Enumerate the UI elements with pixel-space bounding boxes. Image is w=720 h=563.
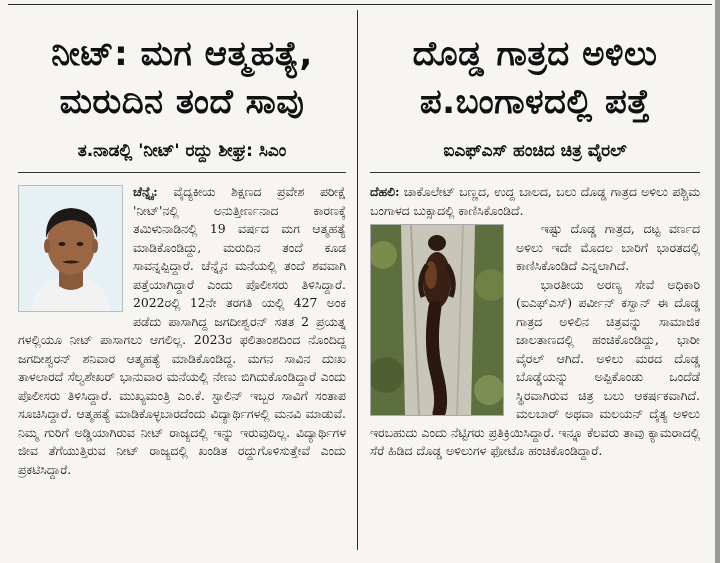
right-paragraph-1: ಚಾಕೊಲೇಟ್ ಬಣ್ಣದ, ಉದ್ದ ಬಾಲದ, ಬಲು ದೊಡ್ಡ ಗಾತ್ರದ ಅಳಿಲು ಪಶ್ಚಿಮ ಬಂಗಾಳದ ಬುಕ್ಸಾದಲ್ಲಿ ಕಾಣಿಸಿಕೊಂಡಿದೆ. bbox=[370, 184, 700, 218]
giant-squirrel-photo bbox=[370, 224, 504, 416]
right-article-intro bbox=[370, 183, 700, 220]
right-headline-line1: ದೊಡ್ಡ ಗಾತ್ರದ ಅಳಿಲು bbox=[412, 34, 658, 74]
right-paragraph-3: ಭಾರತೀಯ ಅರಣ್ಯ ಸೇವೆ ಅಧಿಕಾರಿ (ಐಎಫ್‌ಎಸ್) ಪರ್ವೀನ್ ಕಸ್ವಾನ್ ಈ ದೊಡ್ಡ ಗಾತ್ರದ ಅಳಿಲಿನ ಚಿತ್ರವನ್ನು ಸಾಮಾಜಿಕ ಜಾಲತಾಣದಲ್ಲಿ ಹಂಚಿಕೊಂಡಿದ್ದು, ಭಾರೀ ವೈರಲ್ ಆಗಿದೆ. ಅಳಿಲು ಮರದ ದೊಡ್ಡ ಬೊಡ್ಡೆಯನ್ನು ಅಪ್ಪಿಕೊಂಡು ಒಂದೆಡೆ ಸ್ಥಿರವಾಗಿರುವ ಚಿತ್ರ ಬಲು ಆಕರ್ಷಕವಾಗಿದೆ. ಮಲಬಾರ್ ಅಥವಾ ಮಲಯನ್ ದೈತ್ಯ ಅಳಿಲು ಇರಬಹುದು ಎಂದು ನೆಟ್ಟಿಗರು ಪ್ರತಿಕ್ರಿಯಿಸಿದ್ದಾರೆ. ಇನ್ನೂ ಕೆಲವರು ತಾವು ಕ್ಯಾಮರಾದಲ್ಲಿ ಸೆರೆ ಹಿಡಿದ ದೊಡ್ಡ ಅಳಿಲುಗಳ ಫೋಟೊ ಹಂಚಿಕೊಂಡಿದ್ದಾರೆ. bbox=[370, 276, 700, 458]
page-edge bbox=[715, 0, 720, 563]
left-headline-line1: ನೀಟ್: ಮಗ ಆತ್ಮಹತ್ಯೆ, bbox=[51, 34, 313, 74]
left-headline bbox=[18, 8, 346, 126]
right-subhead: ಐಎಫ್‌ಎಸ್ ಹಂಚಿದ ಚಿತ್ರ ವೈರಲ್ bbox=[370, 140, 700, 173]
right-headline-line2: ಪ.ಬಂಗಾಳದಲ್ಲಿ ಪತ್ತೆ bbox=[419, 82, 651, 122]
right-dateline: ದೆಹಲಿ: bbox=[370, 184, 400, 199]
column-divider bbox=[357, 10, 358, 550]
top-rule bbox=[8, 4, 712, 5]
left-dateline: ಚೆನ್ನೈ: bbox=[133, 184, 158, 199]
right-headline bbox=[370, 8, 700, 126]
left-subhead: ತ.ನಾಡಲ್ಲಿ 'ನೀಟ್' ರದ್ದು ಶೀಘ್ರ: ಸಿಎಂ bbox=[18, 140, 346, 173]
left-headline-line2: ಮರುದಿನ ತಂದೆ ಸಾವು bbox=[59, 82, 305, 122]
right-paragraph-2: ಇಷ್ಟು ದೊಡ್ಡ ಗಾತ್ರದ, ದಟ್ಟ ವರ್ಣದ ಅಳಿಲು ಇದೇ ಮೊದಲ ಬಾರಿಗೆ ಭಾರತದಲ್ಲಿ ಕಾಣಿಸಿಕೊಂಡಿದೆ ಎನ್ನಲಾಗಿದೆ. bbox=[516, 221, 700, 273]
left-article bbox=[18, 8, 346, 479]
student-portrait-photo bbox=[18, 185, 123, 312]
right-article bbox=[370, 8, 700, 461]
left-paragraph: ವೈದ್ಯಕೀಯ ಶಿಕ್ಷಣದ ಪ್ರವೇಶ ಪರೀಕ್ಷೆ 'ನೀಟ್'ನಲ್ಲಿ ಅನುತ್ತೀರ್ಣನಾದ ಕಾರಣಕ್ಕೆ ತಮಿಳುನಾಡಿನಲ್ಲಿ 19 ವರ್ಷದ ಮಗ ಆತ್ಮಹತ್ಯೆ ಮಾಡಿಕೊಂಡಿದ್ದು, ಮರುದಿನ ತಂದೆ ಕೂಡ ಸಾವನ್ನಪ್ಪಿದ್ದಾರೆ. ಚೆನ್ನೈನ ಮನೆಯಲ್ಲಿ ತಂದೆ ಶವವಾಗಿ ಪತ್ತೆಯಾಗಿದ್ದಾರೆ ಎಂದು ಪೊಲೀಸರು ತಿಳಿಸಿದ್ದಾರೆ. 2022ರಲ್ಲಿ 12ನೇ ತರಗತಿ ಯಲ್ಲಿ 427 ಅಂಕ ಪಡೆದು ಪಾಸಾಗಿದ್ದ ಜಗದೀಶ್ವರನ್ ಸತತ 2 ಪ್ರಯತ್ನ ಗಳಲ್ಲಿಯೂ ನೀಟ್ ಪಾಸಾಗಲು ಆಗಲಿಲ್ಲ. 2023ರ ಫಲಿತಾಂಶದಿಂದ ನೊಂದಿದ್ದ ಜಗದೀಶ್ವರನ್ ಶನಿವಾರ ಆತ್ಮಹತ್ಯೆ ಮಾಡಿಕೊಂಡಿದ್ದ. ಮಗನ ಸಾವಿನ ದುಃಖ ತಾಳಲಾರದೆ ಸೆಲ್ವಶೇಖರ್ ಭಾನುವಾರ ಮನೆಯಲ್ಲಿ ನೇಣು ಬಿಗಿದುಕೊಂಡಿದ್ದಾರೆ ಎಂದು ಪೊಲೀಸರು ತಿಳಿಸಿದ್ದಾರೆ. ಮುಖ್ಯಮಂತ್ರಿ ಎಂ.ಕೆ. ಸ್ಟಾಲಿನ್ ಇಬ್ಬರ ಸಾವಿಗೆ ಸಂತಾಪ ಸೂಚಿಸಿದ್ದಾರೆ. ಆತ್ಮಹತ್ಯೆ ಮಾಡಿಕೊಳ್ಳಬಾರದೆಂದು ವಿದ್ಯಾರ್ಥಿಗಳಲ್ಲಿ ಮನವಿ ಮಾಡುವೆ. ನಿಮ್ಮ ಗುರಿಗೆ ಅಡ್ಡಿಯಾಗಿರುವ ನೀಟ್ ರಾಜ್ಯದಲ್ಲಿ ಇನ್ನು ಇರುವುದಿಲ್ಲ. ವಿದ್ಯಾರ್ಥಿಗಳ ಜೀವ ತೆಗೆಯುತ್ತಿರುವ ನೀಟ್ ರಾಜ್ಯದಲ್ಲಿ ಖಂಡಿತ ರದ್ದುಗೊಳಿಸುತ್ತೇವೆ ಎಂದು ಪ್ರಕಟಿಸಿದ್ದಾರೆ. bbox=[18, 184, 346, 477]
